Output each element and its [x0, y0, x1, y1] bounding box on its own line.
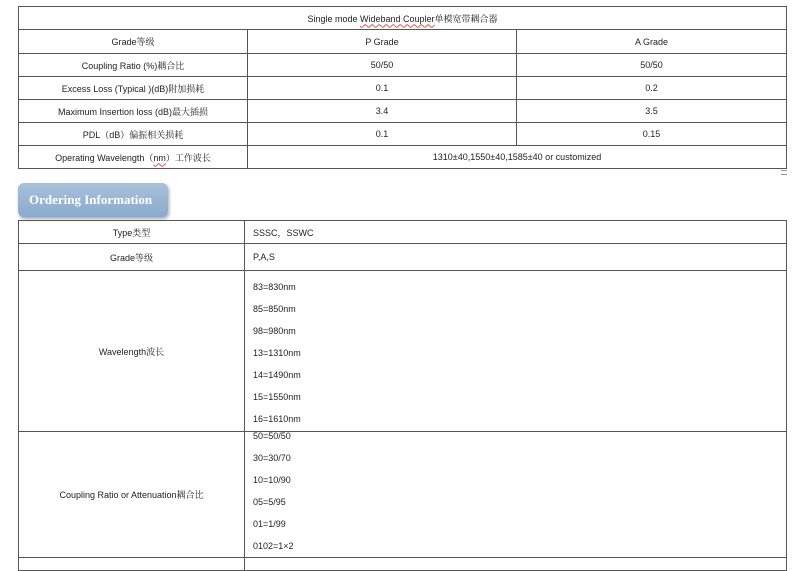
ratio-option: 30=30/70 — [253, 453, 291, 463]
wavelength-code-list — [245, 271, 787, 432]
spec-row-label: Excess Loss (Typical )(dB)附加损耗 — [19, 77, 248, 100]
ratio-code-list — [245, 432, 787, 558]
ordering-row-type — [19, 221, 787, 244]
spec-row — [19, 100, 787, 123]
wavelength-option: 85=850nm — [253, 304, 296, 314]
ordering-row-grade — [19, 244, 787, 271]
wavelength-code-label: Wavelength波长 — [19, 271, 245, 432]
wavelength-label-unit: nm — [153, 152, 166, 163]
ordering-table — [18, 220, 787, 571]
spec-title-product: Wideband Coupler — [359, 13, 435, 24]
ratio-option: 05=5/95 — [253, 497, 286, 507]
ordering-row-partial — [19, 558, 787, 571]
spec-row-p-value: 0.1 — [248, 77, 517, 100]
ratio-label: Coupling Ratio or Attenuation耦合比 — [19, 432, 245, 558]
spec-row — [19, 77, 787, 100]
spec-row-p-value: 0.1 — [248, 123, 517, 146]
ratio-option: 0102=1×2 — [253, 541, 294, 551]
table-resize-handle[interactable] — [781, 170, 787, 175]
wavelength-option: 13=1310nm — [253, 348, 301, 358]
wavelength-value: 1310±40,1550±40,1585±40 or customized — [248, 146, 787, 169]
spec-row-a-value: 3.5 — [517, 100, 787, 123]
wavelength-label — [19, 146, 248, 169]
spec-row-a-value: 0.2 — [517, 77, 787, 100]
ordering-row-ratio — [19, 432, 787, 558]
spec-table — [18, 6, 787, 169]
grade-value: P,A,S — [245, 244, 787, 271]
spec-row-p-value: 50/50 — [248, 54, 517, 77]
wavelength-label-prefix: Operating Wavelength（ — [55, 152, 154, 163]
spec-row-label: PDL（dB）偏振相关损耗 — [19, 123, 248, 146]
spec-row — [19, 123, 787, 146]
wavelength-option: 14=1490nm — [253, 370, 301, 380]
spec-row — [19, 54, 787, 77]
spec-title-prefix: Single mode — [307, 13, 360, 24]
wavelength-option: 15=1550nm — [253, 392, 301, 402]
a-grade-header: A Grade — [517, 30, 787, 54]
type-value: SSSC，SSWC — [245, 221, 787, 244]
wavelength-option: 16=1610nm — [253, 414, 301, 424]
partial-cell — [245, 558, 787, 571]
wavelength-option: 83=830nm — [253, 282, 296, 292]
p-grade-header: P Grade — [248, 30, 517, 54]
ratio-option: 10=10/90 — [253, 475, 291, 485]
spec-row-label: Maximum Insertion loss (dB)最大插损 — [19, 100, 248, 123]
ordering-row-wavelength — [19, 271, 787, 432]
wavelength-option: 98=980nm — [253, 326, 296, 336]
ratio-option: 01=1/99 — [253, 519, 286, 529]
grade-label: Grade等级 — [19, 244, 245, 271]
ordering-heading: Ordering Information — [18, 183, 168, 217]
spec-row-label: Coupling Ratio (%)耦合比 — [19, 54, 248, 77]
spec-title — [19, 7, 787, 30]
ratio-option: 50=50/50 — [253, 431, 291, 441]
grade-header: Grade等级 — [19, 30, 248, 54]
partial-cell — [19, 558, 245, 571]
spec-row-wavelength — [19, 146, 787, 169]
spec-row-a-value: 0.15 — [517, 123, 787, 146]
type-label: Type类型 — [19, 221, 245, 244]
spec-row-p-value: 3.4 — [248, 100, 517, 123]
spec-row-a-value: 50/50 — [517, 54, 787, 77]
wavelength-label-suffix: ）工作波长 — [165, 152, 211, 163]
spec-title-chinese: 单模宽带耦合器 — [434, 13, 498, 24]
